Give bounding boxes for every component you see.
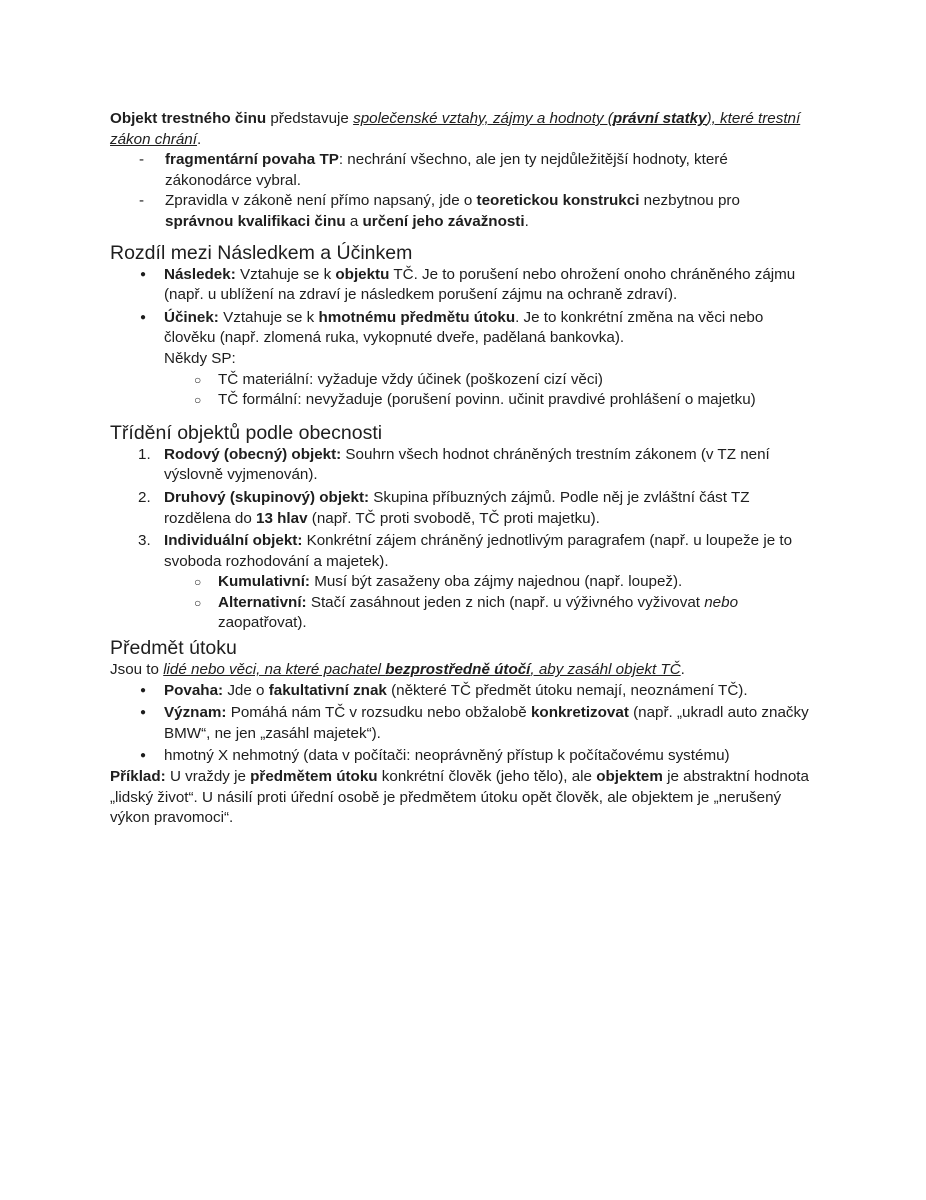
list-item: ○ Alternativní: Stačí zasáhnout jeden z nich (např. u výživného vyživovat nebo zaopatřovat). (164, 593, 810, 634)
intro-definition: společenské vztahy, zájmy a hodnoty (právní statky), které trestní zákon chrání (110, 110, 801, 148)
section-heading: Předmět útoku (110, 637, 237, 660)
list-item: ○ TČ formální: nevyžaduje (porušení povinn. učinit pravdivé prohlášení o majetku) (164, 390, 810, 411)
list-item: ○ Kumulativní: Musí být zasaženy oba zájmy najednou (např. loupež). (164, 572, 810, 593)
document (110, 109, 810, 829)
list-item-ucinek: ● Účinek: Vztahuje se k hmotnému předmětu útoku. Je to konkrétní změna na věci nebo člověku (např. zlomená ruka, vykopnuté dveře, padělaná bankovka). Někdy SP: ○ TČ materiální: vyžaduje vždy účinek (poškození cizí věci) ○ TČ formální: nevyžaduje (porušení povinn. učinit pravdivé prohlášení o majetku) (110, 308, 810, 411)
bullet-list (110, 265, 810, 411)
intro-term: Objekt trestného činu (110, 110, 267, 127)
list-item: 3. Individuální objekt: Konkrétní zájem chráněný jednotlivým paragrafem (např. u loupeže je to svoboda rozhodování a majetek). ○ Kumulativní: Musí být zasaženy oba zájmy najednou (např. loupež). ○ Alternativní: Stačí zasáhnout jeden z nich (např. u výživného vyživovat nebo zaopatřovat). (110, 531, 810, 634)
sub-list (164, 370, 810, 411)
example-paragraph: Příklad: U vraždy je předmětem útoku konkrétní člověk (jeho tělo), ale objektem je abstraktní hodnota „lidský život“. U násilí proti úřední osobě je předmětem útoku opět člověk, ale objektem je „nerušený výkon pravomoci“. (110, 768, 809, 827)
list-item: ● Význam: Pomáhá nám TČ v rozsudku nebo obžalobě konkretizovat (např. „ukradl auto značky BMW“, ne jen „zasáhl majetek“). (110, 703, 810, 744)
list-item: 2. Druhový (skupinový) objekt: Skupina příbuzných zájmů. Podle něj je zvláštní část TZ rozdělena do 13 hlav (např. TČ proti svobodě, TČ proti majetku). (138, 488, 750, 527)
list-item-nasledek: ● Následek: Vztahuje se k objektu TČ. Je to porušení nebo ohrožení onoho chráněného zájmu (např. u ublížení na zdraví je následkem porušení zájmu na ochraně zdraví). (110, 265, 810, 306)
numbered-list (110, 445, 810, 634)
sub-list (164, 572, 810, 634)
section-heading: Rozdíl mezi Následkem a Účinkem (110, 241, 413, 264)
intro-dash-list (110, 150, 810, 232)
section-heading: Třídění objektů podle obecnosti (110, 421, 383, 444)
list-item: - Zpravidla v zákoně není přímo napsaný, jde o teoretickou konstrukci nezbytnou pro správnou kvalifikaci činu a určení jeho závažnosti. (110, 191, 810, 232)
bullet-list (110, 681, 810, 767)
list-item: ● hmotný X nehmotný (data v počítači: neoprávněný přístup k počítačovému systému) (110, 746, 810, 767)
list-item: - fragmentární povaha TP: nechrání všechno, ale jen ty nejdůležitější hodnoty, které zákonodárce vybral. (110, 150, 810, 191)
list-item: 1. Rodový (obecný) objekt: Souhrn všech hodnot chráněných trestním zákonem (v TZ není výslovně vyjmenován). (138, 445, 770, 484)
lead-paragraph: Jsou to lidé nebo věci, na které pachatel bezprostředně útočí, aby zasáhl objekt TČ. (110, 661, 685, 679)
list-item: ○ TČ materiální: vyžaduje vždy účinek (poškození cizí věci) (164, 370, 810, 391)
intro-paragraph: Objekt trestného činu představuje společenské vztahy, zájmy a hodnoty (právní statky), které trestní zákon chrání. (110, 110, 801, 148)
list-item: ● Povaha: Jde o fakultativní znak (některé TČ předmět útoku nemají, neoznámení TČ). (110, 681, 810, 702)
